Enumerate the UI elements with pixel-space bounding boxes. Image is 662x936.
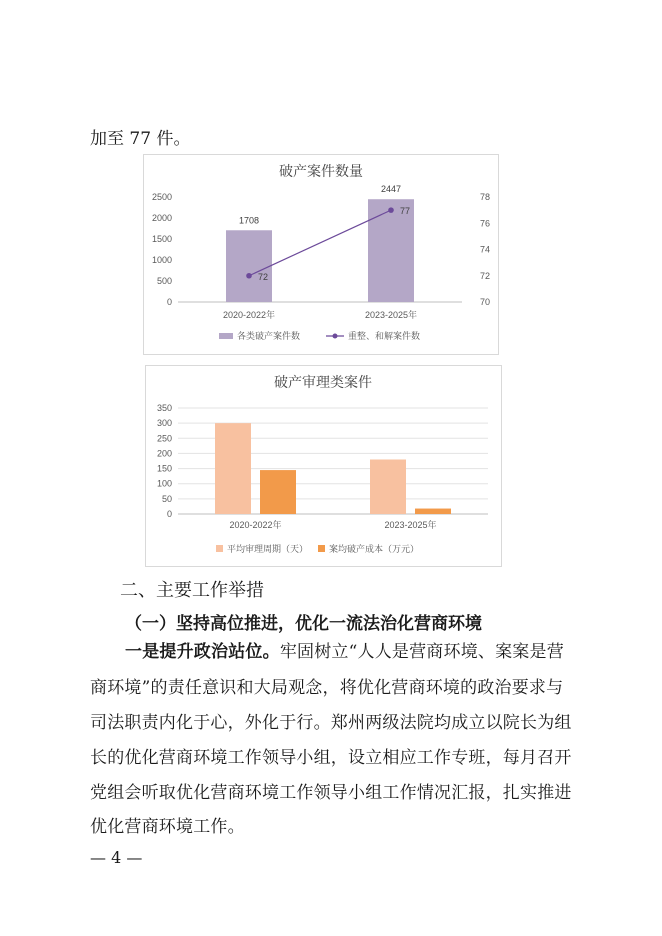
line-data-label: 72 xyxy=(258,271,269,282)
legend-label-2: 案均破产成本（万元） xyxy=(329,544,420,554)
x-tick-label: 2020-2022年 xyxy=(222,310,276,320)
y-tick-label-left: 1500 xyxy=(151,234,172,244)
y-tick-label-right: 76 xyxy=(480,218,491,229)
line-data-label: 77 xyxy=(400,206,411,217)
y-tick-label: 100 xyxy=(156,478,172,489)
y-tick-label-right: 72 xyxy=(480,270,491,281)
legend-swatch-marker xyxy=(333,334,338,339)
bar-avg-trial-period xyxy=(215,423,251,514)
intro-line: 加至 77 件。 xyxy=(90,129,191,149)
bar-total-cases xyxy=(226,230,272,302)
bar-avg-cost xyxy=(260,470,296,514)
chart-title: 破产案件数量 xyxy=(279,163,363,179)
y-tick-label-right: 70 xyxy=(480,297,491,307)
x-tick-label: 2023-2025年 xyxy=(384,520,437,530)
paragraph-text-1: 牢固树立“人人是营商环境、案案是营 xyxy=(279,642,564,662)
paragraph-lead: 一是提升政治站位。 xyxy=(125,642,280,662)
x-tick-label: 2020-2022年 xyxy=(229,520,282,530)
paragraph-line-5: 党组会听取优化营商环境工作领导小组工作情况汇报，扎实推进 xyxy=(90,783,572,803)
y-tick-label: 250 xyxy=(156,433,172,444)
subsection-heading: （一）坚持高位推进，优化一流法治化营商环境 xyxy=(125,614,482,634)
legend-label-line: 重整、和解案件数 xyxy=(348,331,421,341)
bar-avg-trial-period xyxy=(370,459,406,514)
bar-data-label: 2447 xyxy=(380,184,402,195)
y-tick-label: 0 xyxy=(166,509,172,519)
y-tick-label-right: 78 xyxy=(480,192,491,202)
chart-case-count-svg xyxy=(144,155,498,354)
chart-title: 破产审理类案件 xyxy=(274,374,372,390)
paragraph-line-1 xyxy=(125,641,564,663)
paragraph-line-6: 优化营商环境工作。 xyxy=(90,817,245,837)
paragraph-line-4: 长的优化营商环境工作领导小组，设立相应工作专班，每月召开 xyxy=(90,748,572,768)
page-number: — 4 — xyxy=(90,848,143,867)
x-tick-label: 2023-2025年 xyxy=(364,310,418,320)
y-tick-label-left: 1000 xyxy=(151,255,172,265)
line-point xyxy=(388,207,394,213)
chart-case-count xyxy=(143,154,499,355)
paragraph-line-3: 司法职责内化于心，外化于行。郑州两级法院均成立以院长为组 xyxy=(90,713,572,733)
legend-swatch-1 xyxy=(216,545,223,552)
paragraph-line-2: 商环境”的责任意识和大局观念，将优化营商环境的政治要求与 xyxy=(90,678,564,698)
y-tick-label: 50 xyxy=(161,493,172,504)
y-tick-label-left: 500 xyxy=(156,276,172,286)
section-heading: 二、主要工作举措 xyxy=(120,580,264,601)
bar-data-label: 1708 xyxy=(238,215,260,226)
y-tick-label: 350 xyxy=(156,403,172,413)
bar-avg-cost xyxy=(415,509,451,514)
y-tick-label-left: 2000 xyxy=(151,213,172,223)
chart-trial-cases xyxy=(145,365,502,567)
y-tick-label-right: 74 xyxy=(480,244,491,255)
line-point xyxy=(246,273,252,279)
y-tick-label: 200 xyxy=(156,448,172,459)
legend-swatch-2 xyxy=(318,545,325,552)
chart-trial-cases-svg xyxy=(146,366,501,566)
legend-label-bar: 各类破产案件数 xyxy=(237,331,301,341)
legend-label-1: 平均审理周期（天） xyxy=(227,544,309,554)
y-tick-label-left: 2500 xyxy=(151,192,172,202)
y-tick-label-left: 0 xyxy=(166,297,172,307)
legend-swatch-bar xyxy=(219,333,233,339)
y-tick-label: 300 xyxy=(156,418,172,429)
y-tick-label: 150 xyxy=(156,463,172,474)
